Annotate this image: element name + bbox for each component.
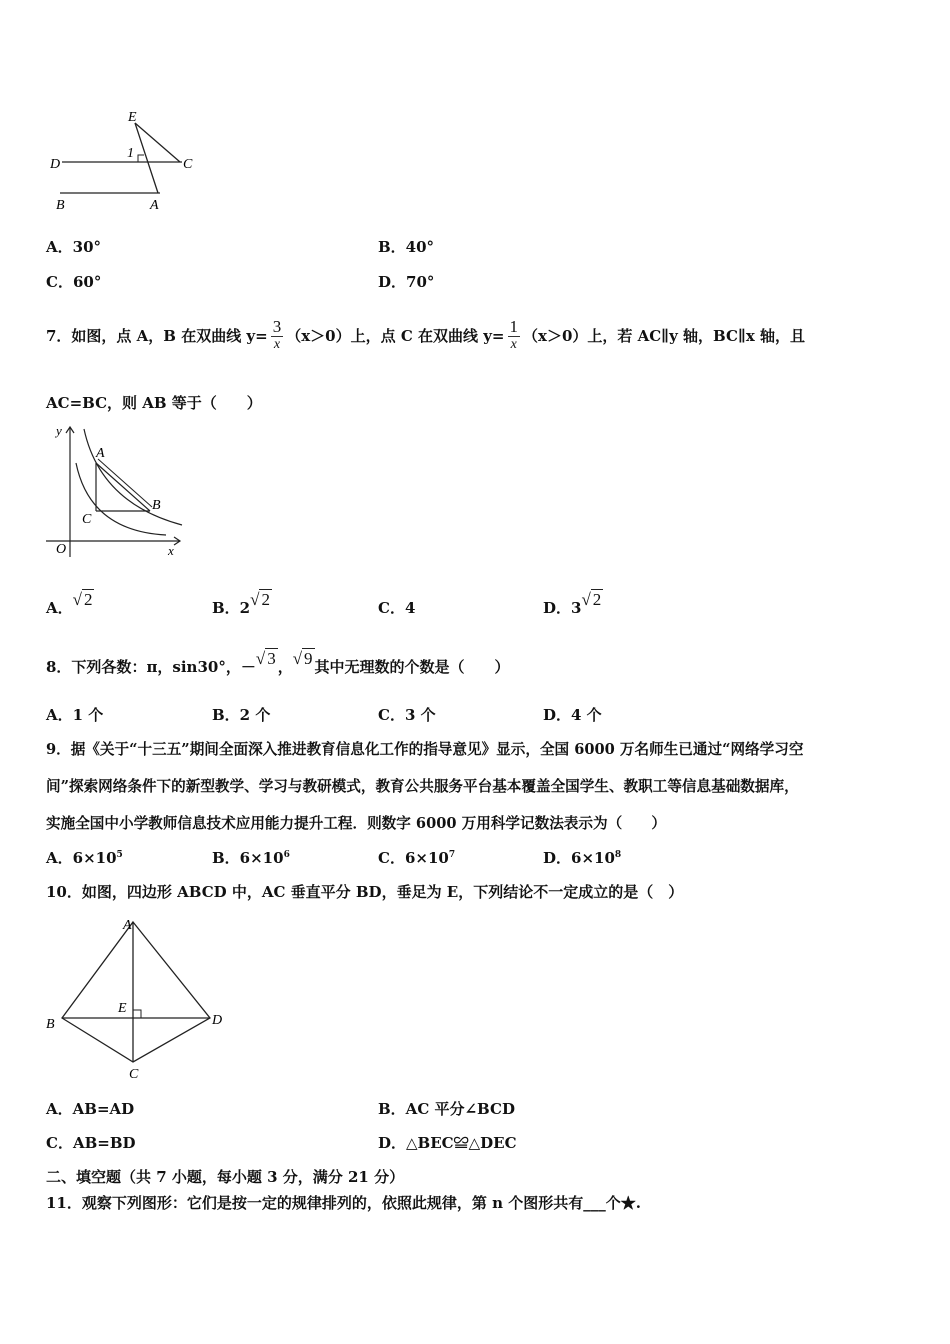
q7-d-label: D．3 <box>543 599 582 617</box>
q7-a-sqrt: √ 2 <box>72 590 93 609</box>
segment-ab-2 <box>98 459 152 507</box>
q6-option-d[interactable]: D．70° <box>378 273 435 291</box>
q9-b-exp: 6 <box>283 850 290 860</box>
q11-stem: 11．观察下列图形：它们是按一定的规律排列的，依照此规律，第 n 个图形共有___个★. <box>46 1194 641 1212</box>
q7-stem-part2: （x＞0）上，点 C 在双曲线 y= <box>286 326 505 345</box>
q7-option-a[interactable] <box>46 590 94 618</box>
q10-stem: 10．如图，四边形 ABCD 中，AC 垂直平分 BD，垂足为 E，下列结论不一定成立的是（ ） <box>46 883 684 901</box>
q9-a-exp: 5 <box>116 850 123 860</box>
label-a: A <box>150 198 159 213</box>
q10-option-d[interactable]: D．△BEC≌△DEC <box>378 1134 517 1152</box>
label-d: D <box>50 157 61 172</box>
q9-option-c[interactable] <box>378 847 455 868</box>
q8-option-a[interactable]: A．1 个 <box>46 706 104 724</box>
q8-stem-part1: 8．下列各数：π，sin30°，－ <box>46 658 256 676</box>
q8-comma: ， <box>277 658 293 676</box>
label-b: B <box>56 198 65 213</box>
q7-b-sqrt: √ 2 <box>250 590 270 609</box>
label-a: A <box>96 446 105 461</box>
label-b: B <box>152 498 161 513</box>
q9-stem-line2: 间”探索网络条件下的新型教学、学习与教研模式，教育公共服务平台基本覆盖全国学生、教职工等信息基础数据库， <box>46 778 799 795</box>
q10-option-b[interactable]: B．AC 平分∠BCD <box>378 1100 515 1118</box>
q9-stem-line3: 实施全国中小学教师信息技术应用能力提升工程．则数字 6000 万用科学记数法表示为（ ） <box>46 815 666 832</box>
label-c: C <box>129 1067 139 1082</box>
q6-option-b[interactable]: B．40° <box>378 238 435 256</box>
q10-figure <box>40 912 240 1082</box>
label-c: C <box>183 157 193 172</box>
q6-option-a[interactable]: A．30° <box>46 238 102 256</box>
q7-b-label: B．2 <box>212 599 251 617</box>
q7-d-sqrt: √ 2 <box>581 590 602 609</box>
label-e: E <box>128 110 137 125</box>
label-angle1: 1 <box>127 146 134 161</box>
q7-stem-part1: 7．如图，点 A，B 在双曲线 y= <box>46 326 268 345</box>
label-c: C <box>82 512 92 527</box>
q8-radicand-2: 9 <box>304 649 313 668</box>
label-d: D <box>212 1013 223 1028</box>
q9-option-d[interactable] <box>543 847 621 868</box>
q9-a-base: A．6×10 <box>46 849 117 867</box>
q7-stem-line2: AC=BC，则 AB 等于（ ） <box>46 394 262 412</box>
q8-sqrt-9: √ 9 <box>292 649 313 668</box>
q9-d-exp: 8 <box>614 850 622 860</box>
q9-c-exp: 7 <box>448 850 456 860</box>
q8-stem <box>46 649 510 677</box>
q7-stem-part3: （x＞0）上，若 AC∥y 轴，BC∥x 轴，且 <box>523 326 806 345</box>
label-b: B <box>46 1017 55 1032</box>
angle-mark <box>138 155 144 162</box>
label-e: E <box>118 1001 127 1016</box>
segment-ab-1 <box>96 463 150 511</box>
frac1-den: x <box>273 336 281 352</box>
q7-a-label: A． <box>46 599 73 617</box>
q8-option-c[interactable]: C．3 个 <box>378 706 436 724</box>
q7-stem <box>46 305 805 365</box>
q7-fraction-2 <box>508 318 521 353</box>
q8-stem-part2: 其中无理数的个数是（ ） <box>314 658 510 676</box>
q7-option-c[interactable]: C．4 <box>378 599 416 617</box>
q8-option-b[interactable]: B．2 个 <box>212 706 271 724</box>
q10-option-a[interactable]: A．AB=AD <box>46 1100 135 1118</box>
label-y: y <box>56 423 62 438</box>
right-angle-mark <box>133 1010 141 1018</box>
label-o: O <box>56 542 67 557</box>
q7-b-radicand: 2 <box>261 590 270 609</box>
q9-option-b[interactable] <box>212 847 290 868</box>
q6-option-c[interactable]: C．60° <box>46 273 102 291</box>
q7-option-b[interactable] <box>212 590 272 618</box>
q7-option-d[interactable] <box>543 590 603 618</box>
q7-figure <box>42 423 192 563</box>
q7-d-radicand: 2 <box>592 590 602 609</box>
q9-b-base: B．6×10 <box>212 849 284 867</box>
q8-sqrt-3: √ 3 <box>255 649 276 668</box>
frac2-num: 1 <box>509 316 518 336</box>
label-a: A <box>123 918 132 933</box>
q10-option-c[interactable]: C．AB=BD <box>46 1134 136 1152</box>
q6-figure <box>50 105 210 215</box>
quadrilateral-abcd <box>62 922 210 1062</box>
q9-stem-line1: 9．据《关于“十三五”期间全面深入推进教育信息化工作的指导意见》显示，全国 6000 万名师生已通过“网络学习空 <box>46 741 804 758</box>
label-x: x <box>168 543 174 558</box>
frac1-num: 3 <box>272 316 282 336</box>
q8-radicand-1: 3 <box>267 649 276 668</box>
q7-fraction-1 <box>271 318 284 353</box>
section-2-heading: 二、填空题（共 7 小题，每小题 3 分，满分 21 分） <box>46 1168 405 1186</box>
q9-c-base: C．6×10 <box>378 849 449 867</box>
q9-d-base: D．6×10 <box>543 849 615 867</box>
q9-option-a[interactable] <box>46 847 123 868</box>
q7-a-radicand: 2 <box>83 590 93 609</box>
q8-option-d[interactable]: D．4 个 <box>543 706 602 724</box>
frac2-den: x <box>510 336 517 352</box>
